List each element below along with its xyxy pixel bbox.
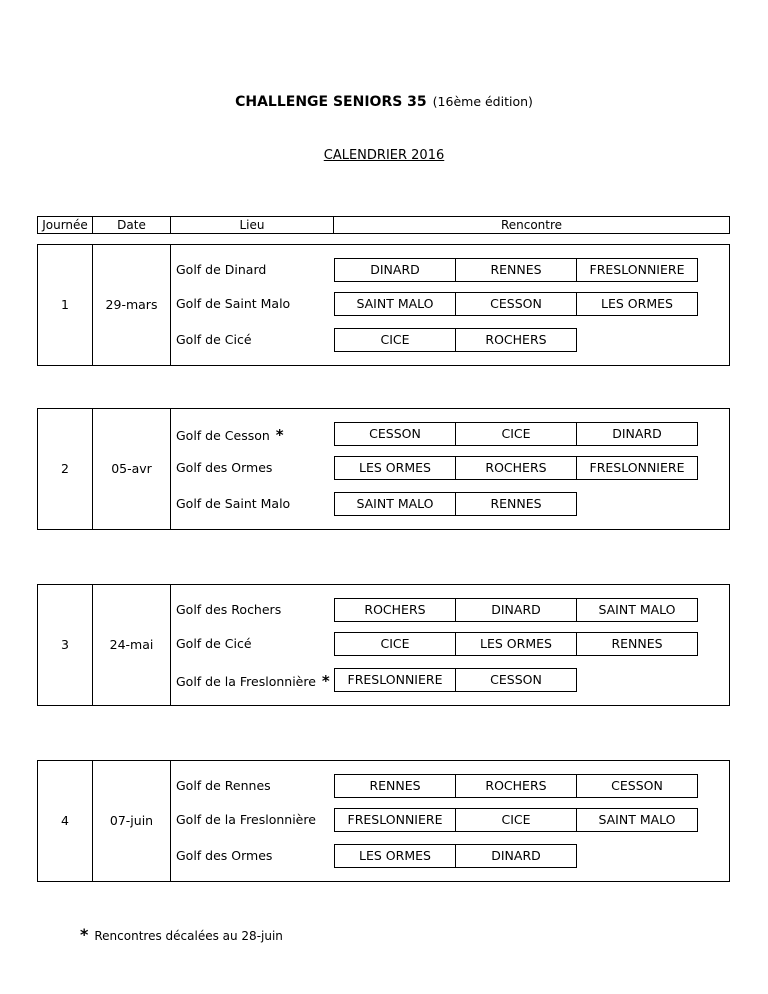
journee-block xyxy=(37,584,730,706)
header-lieu: Lieu xyxy=(239,218,265,232)
venue-label xyxy=(176,426,284,444)
venue-name: Golf des Ormes xyxy=(176,460,273,475)
venue-name: Golf de la Freslonnière xyxy=(176,674,316,689)
postponed-star: * xyxy=(275,426,284,444)
edition-text: (16ème édition) xyxy=(432,94,533,109)
team-box: DINARD xyxy=(455,844,577,868)
page-title xyxy=(0,94,768,110)
venue-label xyxy=(176,636,252,651)
team-box: CICE xyxy=(455,808,577,832)
team-box: FRESLONNIERE xyxy=(334,808,456,832)
team-box: CICE xyxy=(334,632,456,656)
venue-name: Golf de Cicé xyxy=(176,332,252,347)
team-box: ROCHERS xyxy=(455,456,577,480)
team-box: LES ORMES xyxy=(334,844,456,868)
title-text: CHALLENGE SENIORS 35 xyxy=(235,94,427,110)
team-box: RENNES xyxy=(576,632,698,656)
venue-name: Golf de Dinard xyxy=(176,262,267,277)
team-box: FRESLONNIERE xyxy=(334,668,456,692)
journee-block xyxy=(37,760,730,882)
venue-name: Golf de Cicé xyxy=(176,636,252,651)
team-box: DINARD xyxy=(455,598,577,622)
journee-date: 05-avr xyxy=(111,461,152,476)
header-rencontre: Rencontre xyxy=(500,218,563,232)
team-box: DINARD xyxy=(576,422,698,446)
footnote-text: Rencontres décalées au 28-juin xyxy=(94,929,283,943)
team-box: RENNES xyxy=(455,492,577,516)
team-box: FRESLONNIERE xyxy=(576,258,698,282)
header-date: Date xyxy=(117,218,146,232)
venue-label xyxy=(176,296,290,311)
venue-name: Golf des Ormes xyxy=(176,848,273,863)
calendar-subtitle: CALENDRIER 2016 xyxy=(323,148,445,163)
journee-number: 4 xyxy=(61,813,69,828)
venue-name: Golf de Cesson xyxy=(176,428,270,443)
venue-label xyxy=(176,332,252,347)
venue-label xyxy=(176,672,330,690)
venue-label xyxy=(176,602,281,617)
venue-name: Golf de Saint Malo xyxy=(176,496,291,511)
team-box: LES ORMES xyxy=(334,456,456,480)
team-box: CESSON xyxy=(334,422,456,446)
column-divider xyxy=(170,761,171,881)
venue-name: Golf de Saint Malo xyxy=(176,296,291,311)
footnote-star: * xyxy=(80,925,89,944)
venue-name: Golf de Rennes xyxy=(176,778,271,793)
venue-label xyxy=(176,778,271,793)
team-box: SAINT MALO xyxy=(334,492,456,516)
venue-label xyxy=(176,262,266,277)
team-box: CESSON xyxy=(576,774,698,798)
venue-label xyxy=(176,848,272,863)
team-box: RENNES xyxy=(334,774,456,798)
postponed-star: * xyxy=(321,672,330,690)
team-box: RENNES xyxy=(455,258,577,282)
journee-block xyxy=(37,408,730,530)
team-box: ROCHERS xyxy=(455,328,577,352)
venue-name: Golf des Rochers xyxy=(176,602,282,617)
team-box: LES ORMES xyxy=(455,632,577,656)
team-box: CESSON xyxy=(455,668,577,692)
team-box: CESSON xyxy=(455,292,577,316)
team-box: FRESLONNIERE xyxy=(576,456,698,480)
column-divider xyxy=(170,409,171,529)
team-box: LES ORMES xyxy=(576,292,698,316)
team-box: SAINT MALO xyxy=(576,598,698,622)
column-divider xyxy=(170,245,171,365)
venue-name: Golf de la Freslonnière xyxy=(176,812,316,827)
venue-label xyxy=(176,496,290,511)
journee-date: 24-mai xyxy=(109,637,154,652)
team-box: ROCHERS xyxy=(334,598,456,622)
team-box: CICE xyxy=(455,422,577,446)
journee-number: 1 xyxy=(61,297,69,312)
journee-date: 29-mars xyxy=(105,297,158,312)
team-box: CICE xyxy=(334,328,456,352)
journee-number: 2 xyxy=(61,461,69,476)
table-header xyxy=(37,216,730,234)
team-box: SAINT MALO xyxy=(334,292,456,316)
team-box: SAINT MALO xyxy=(576,808,698,832)
venue-label xyxy=(176,460,272,475)
team-box: ROCHERS xyxy=(455,774,577,798)
column-divider xyxy=(170,585,171,705)
journee-date: 07-juin xyxy=(109,813,154,828)
venue-label xyxy=(176,812,316,827)
team-box: DINARD xyxy=(334,258,456,282)
header-journee: Journée xyxy=(42,218,88,232)
journee-block xyxy=(37,244,730,366)
journee-number: 3 xyxy=(61,637,69,652)
footnote xyxy=(80,925,283,944)
